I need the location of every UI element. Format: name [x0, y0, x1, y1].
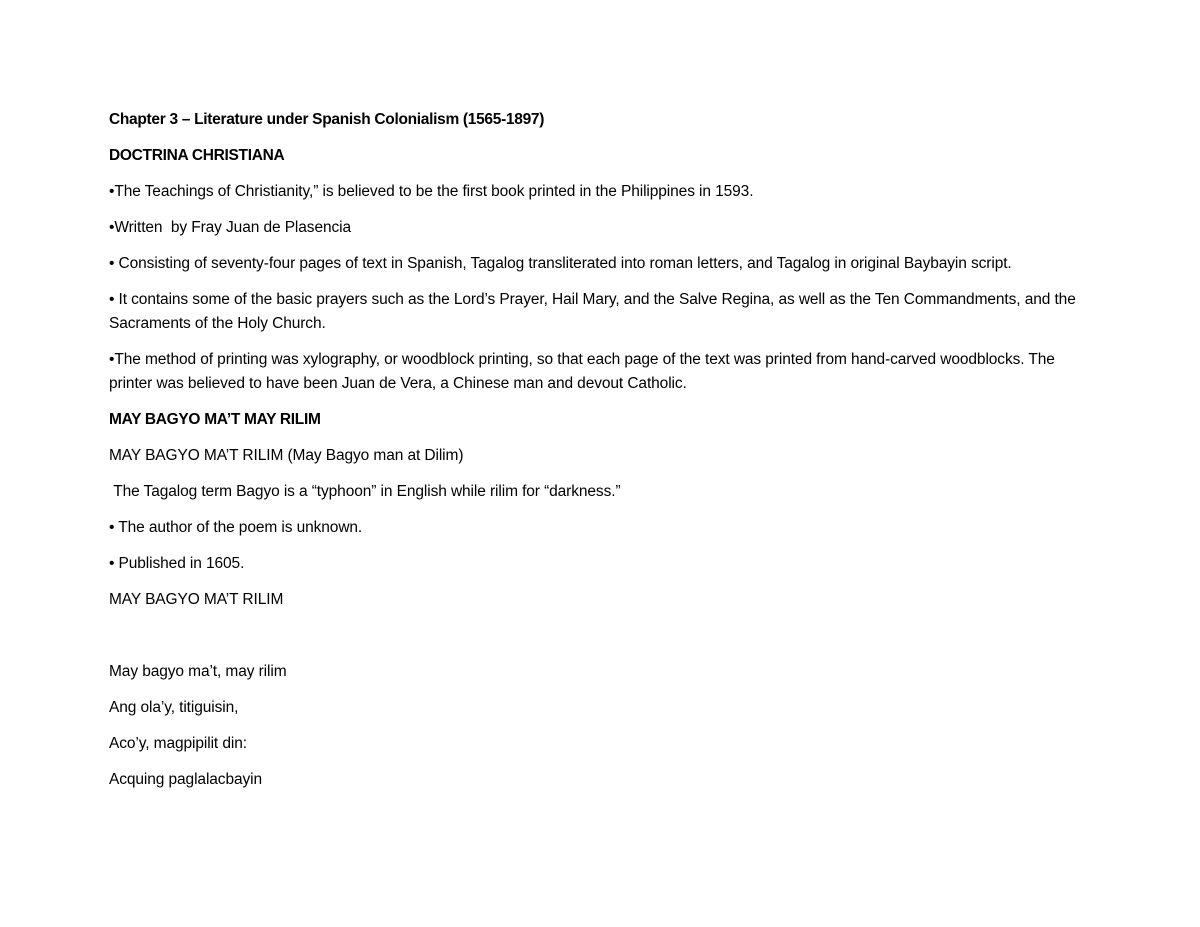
- paragraph-line: MAY BAGYO MA’T RILIM (May Bagyo man at Dilim): [109, 447, 464, 464]
- chapter-title: Chapter 3 – Literature under Spanish Colonialism (1565-1897): [109, 111, 545, 128]
- bullet-item: • It contains some of the basic prayers such as the Lord’s Prayer, Hail Mary, and the Salve Regina, as well as the Ten Commandments, and the Sacraments of the Holy Church.: [109, 291, 1080, 332]
- document-body: [109, 108, 1099, 804]
- blank-line: [109, 624, 1099, 660]
- poem-title: MAY BAGYO MA’T RILIM: [109, 591, 284, 608]
- section-heading-doctrina: DOCTRINA CHRISTIANA: [109, 147, 285, 164]
- poem-line: Aco’y, magpipilit din:: [109, 735, 247, 752]
- bullet-item: •Written by Fray Juan de Plasencia: [109, 219, 352, 236]
- poem-line: Acquing paglalacbayin: [109, 771, 263, 788]
- bullet-item: • Published in 1605.: [109, 555, 245, 572]
- paragraph-line: The Tagalog term Bagyo is a “typhoon” in English while rilim for “darkness.”: [109, 483, 621, 500]
- section-heading-may-bagyo: MAY BAGYO MA’T MAY RILIM: [109, 411, 321, 428]
- bullet-item: • The author of the poem is unknown.: [109, 519, 363, 536]
- bullet-item: •The Teachings of Christianity,” is believed to be the first book printed in the Philippines in 1593.: [109, 183, 754, 200]
- poem-line: Ang ola’y, titiguisin,: [109, 699, 239, 716]
- bullet-item: • Consisting of seventy-four pages of text in Spanish, Tagalog transliterated into roman letters, and Tagalog in original Baybayin script.: [109, 255, 1012, 272]
- bullet-item: •The method of printing was xylography, or woodblock printing, so that each page of the text was printed from hand-carved woodblocks. The printer was believed to have been Juan de Vera, a Chinese man and devout Catholic.: [109, 351, 1060, 392]
- poem-line: May bagyo ma’t, may rilim: [109, 663, 287, 680]
